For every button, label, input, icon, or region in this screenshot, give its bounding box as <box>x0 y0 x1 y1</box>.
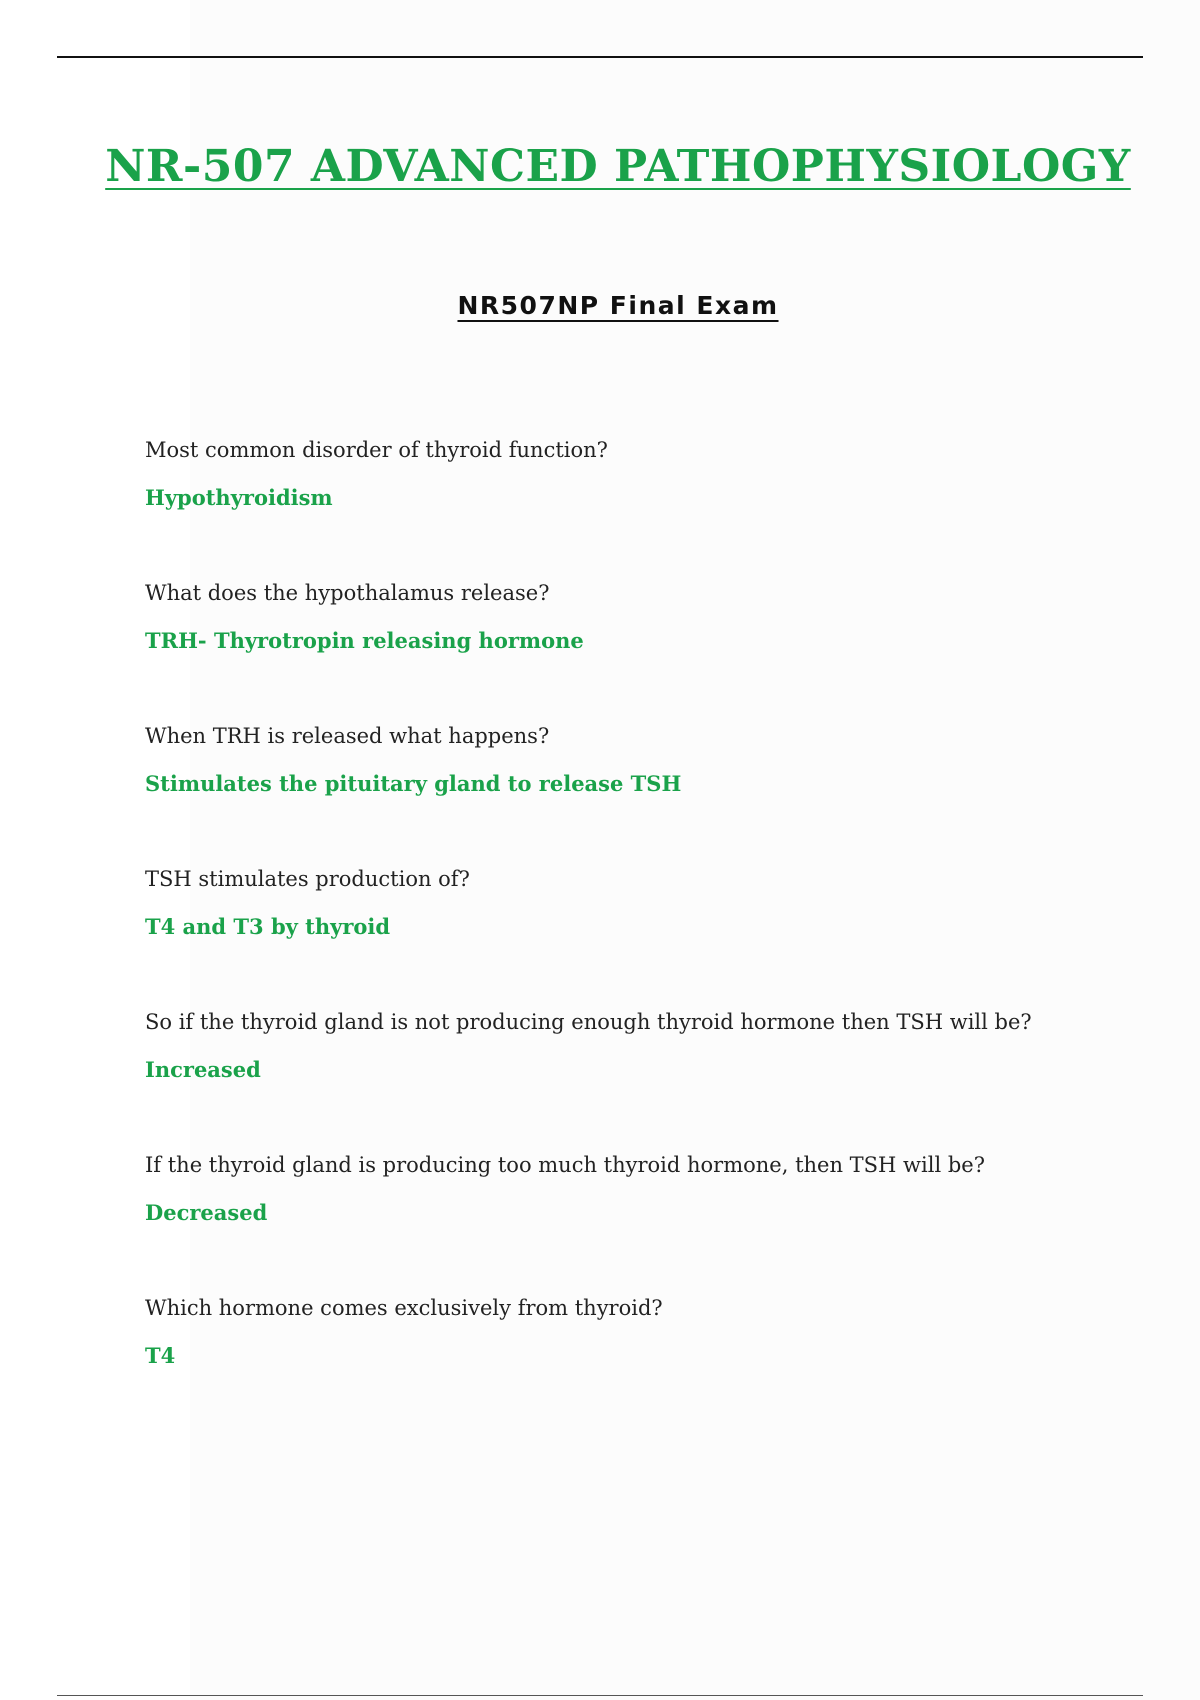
document-title-text: NR-507 ADVANCED PATHOPHYSIOLOGY <box>105 141 1131 192</box>
answer-text: T4 and T3 by thyroid <box>145 914 391 940</box>
question-text: Which hormone comes exclusively from thyroid? <box>145 1296 663 1320</box>
qa-item <box>145 867 1145 1010</box>
answer-text: Increased <box>145 1057 261 1083</box>
answer-text: Hypothyroidism <box>145 485 333 511</box>
header-rule <box>57 56 1143 58</box>
document-subtitle <box>0 293 1200 318</box>
question-text: What does the hypothalamus release? <box>145 581 550 605</box>
document-title <box>0 141 1200 192</box>
qa-item <box>145 1010 1145 1153</box>
question-text: When TRH is released what happens? <box>145 724 550 748</box>
qa-item <box>145 1296 1145 1439</box>
qa-item <box>145 581 1145 724</box>
qa-item <box>145 1153 1145 1296</box>
answer-text: Stimulates the pituitary gland to release TSH <box>145 771 682 797</box>
answer-text: Decreased <box>145 1200 268 1226</box>
question-text: So if the thyroid gland is not producing enough thyroid hormone then TSH will be? <box>145 1010 1032 1034</box>
question-text: Most common disorder of thyroid function? <box>145 438 608 462</box>
document-subtitle-text: NR507NP Final Exam <box>457 291 779 320</box>
question-text: TSH stimulates production of? <box>145 867 470 891</box>
footer-rule <box>57 1695 1143 1696</box>
qa-item <box>145 724 1145 867</box>
qa-item <box>145 438 1145 581</box>
answer-text: T4 <box>145 1343 176 1369</box>
answer-text: TRH- Thyrotropin releasing hormone <box>145 628 584 654</box>
question-text: If the thyroid gland is producing too much thyroid hormone, then TSH will be? <box>145 1153 985 1177</box>
qa-list <box>145 438 1145 1439</box>
